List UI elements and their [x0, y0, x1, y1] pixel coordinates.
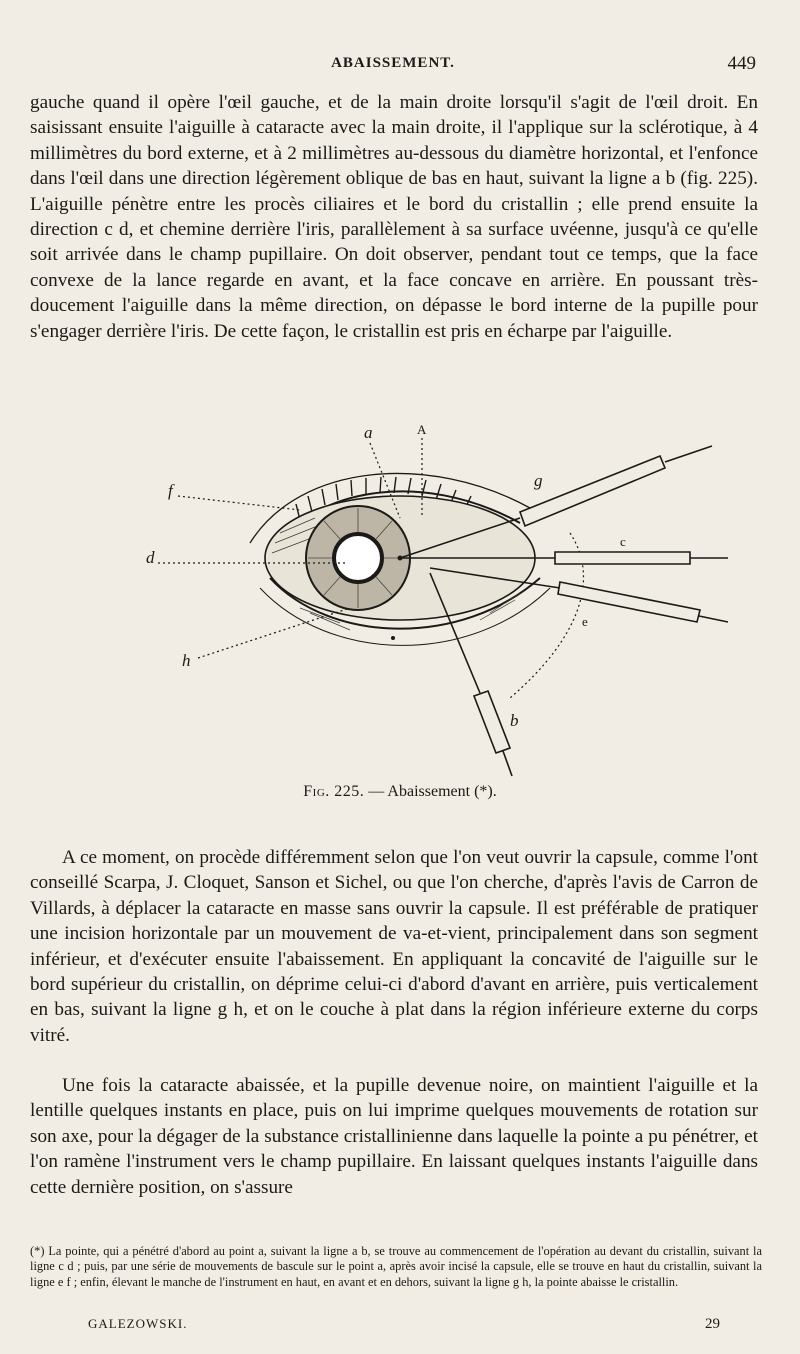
running-head: ABAISSEMENT. [331, 55, 455, 71]
page-header [30, 55, 756, 81]
label-e: e [582, 614, 588, 629]
label-g: g [534, 471, 543, 490]
point-a-mark [398, 556, 403, 561]
paragraph-1: gauche quand il opère l'œil gauche, et de la main droite lorsqu'il s'agit de l'œil droit. En saisissant ensuite l'aiguille à cataracte avec la main droite, il l'applique sur la sclérotique, à 4 millimètres du bord externe, et à 2 millimètres au-dessous du diamètre horizontal, et l'enfonce dans l'œil dans une direction légèrement oblique de bas en haut, suivant la ligne a b (fig. 225). L'aiguille pénètre entre les procès ciliaires et le bord du cristallin ; elle prend ensuite la direction c d, et chemine derrière l'iris, parallèlement à sa surface uvéenne, jusqu'à ce qu'elle soit arrivée dans le champ pupillaire. On doit observer, pendant tout ce temps, que la face convexe de la lance regarde en avant, et la face concave en arrière. En poussant très-doucement l'aiguille dans la même direction, on dépasse le bord interne de la pupille pour s'engager derrière l'iris. De cette façon, le cristallin est pris en écharpe par l'aiguille. [30, 92, 758, 342]
point-mark [391, 636, 395, 640]
page-footer [88, 1316, 720, 1336]
label-b: b [510, 711, 519, 730]
label-c: c [620, 534, 626, 549]
signature-mark: 29 [705, 1316, 720, 1332]
figure-225 [100, 408, 730, 778]
pupil [334, 534, 382, 582]
author-name: GALEZOWSKI. [88, 1316, 188, 1331]
label-f: f [168, 481, 173, 500]
figure-title: — Abaissement (*). [368, 783, 497, 800]
label-h: h [182, 651, 191, 670]
eye-illustration [100, 408, 730, 778]
paragraph-3: Une fois la cataracte abaissée, et la pupille devenue noire, on maintient l'aiguille et la lentille quelques instants en place, puis on lui imprime quelques mouvements de rotation sur son axe, pour la dégager de la substance cristallinienne dans laquelle la pointe a pu pénétrer, et l'on ramène l'instrument vers le champ pupillaire. En laissant quelques instants l'aiguille dans cette dernière position, on s'assure [30, 1075, 758, 1198]
footnote: (*) La pointe, qui a pénétré d'abord au point a, suivant la ligne a b, se trouve au commencement de l'opération au devant du cristallin, suivant la ligne c d ; puis, par une série de mouvements de bascule sur le point a, après avoir incisé la capsule, elle se trouve en haut du cristallin, suivant la ligne e f ; enfin, élevant le manche de l'instrument en haut, en avant et en dehors, suivant la ligne g h, la pointe abaisse le cristallin. [30, 1244, 762, 1289]
label-d: d [146, 548, 155, 567]
page-number: 449 [727, 53, 756, 74]
label-A: A [417, 422, 427, 437]
figure-number: Fig. 225. [303, 783, 365, 800]
label-a: a [364, 423, 373, 442]
paragraph-2: A ce moment, on procède différemment selon que l'on veut ouvrir la capsule, comme l'ont conseillé Scarpa, J. Cloquet, Sanson et Sichel, ou que l'on cherche, d'après l'avis de Carron de Villards, à déplacer la cataracte en masse sans ouvrir la capsule. Il est préférable de pratiquer une incision horizontale par un mouvement de va-et-vient, principalement dans son segment inférieur, et d'exécuter ensuite l'abaissement. En appliquant la concavité de l'aiguille sur le bord supérieur du cristallin, on déprime celui-ci d'abord d'avant en arrière, puis verticalement en bas, suivant la ligne g h, et on le couche à plat dans la région inférieure externe du corps vitré. [30, 847, 758, 1046]
figure-caption [0, 783, 800, 801]
